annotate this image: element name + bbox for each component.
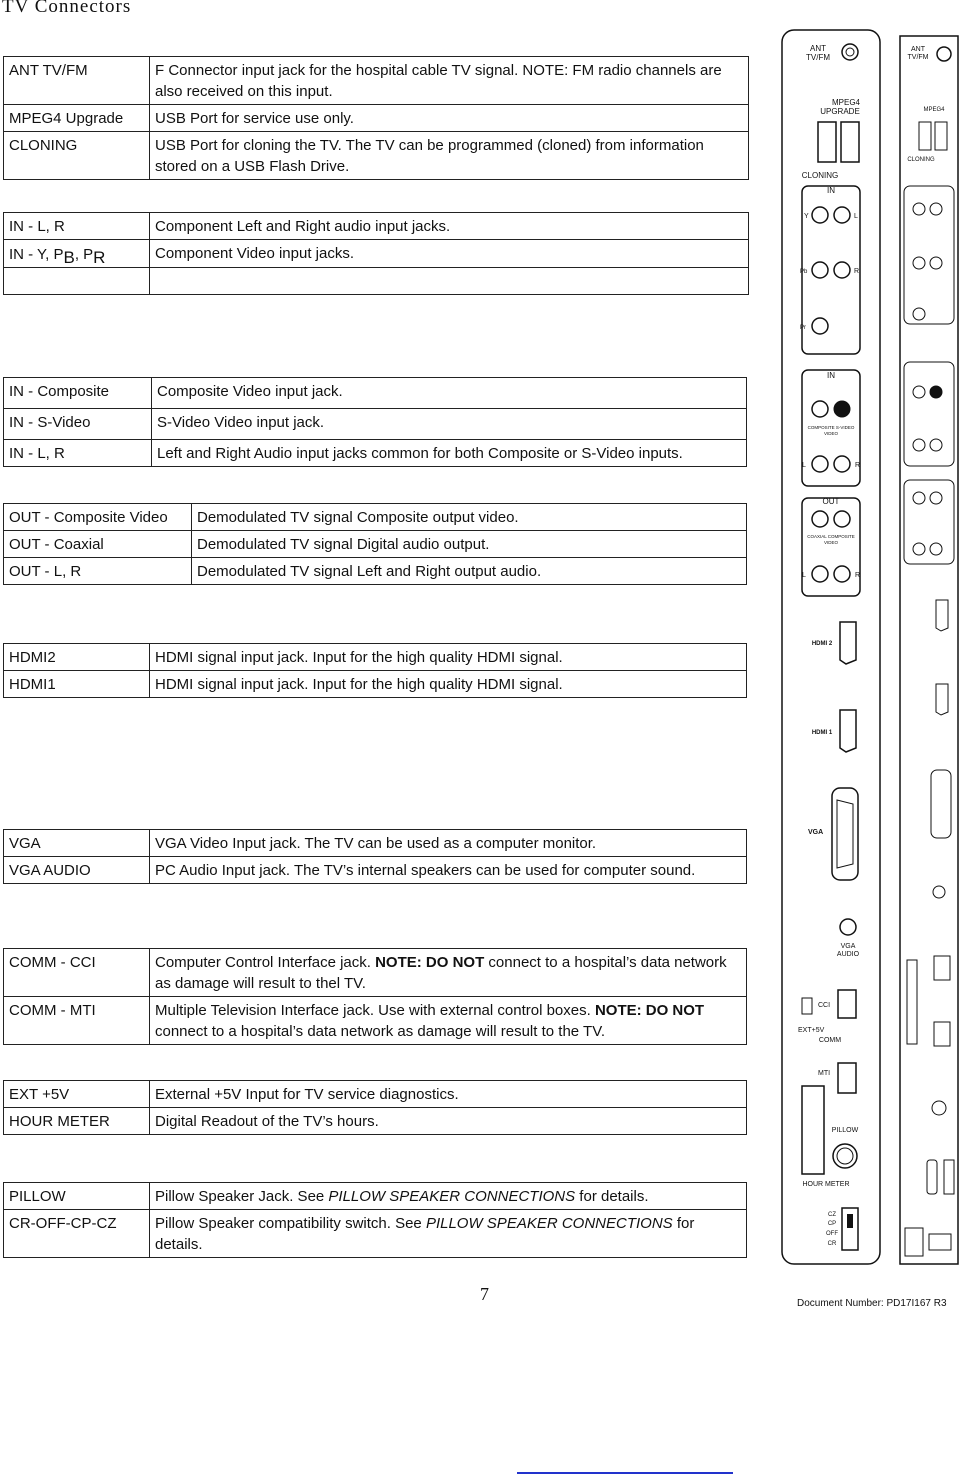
row-description: Demodulated TV signal Composite output video. [192, 504, 747, 531]
rear-ant-connector-icon [937, 47, 951, 61]
row-label: IN - L, R [4, 213, 150, 240]
cz-label: CZ [828, 1212, 836, 1218]
rear-jack-icon [913, 386, 925, 398]
table-row [4, 997, 747, 1045]
row-description: F Connector input jack for the hospital cable TV signal. NOTE: FM radio channels are also received on this input. [150, 57, 749, 105]
row-label: EXT +5V [4, 1081, 150, 1108]
rear-jack-icon [913, 203, 925, 215]
rear-panel-outline [900, 36, 958, 1264]
rear-switch-icon [927, 1160, 937, 1194]
table-outputs [3, 503, 747, 585]
table-row [4, 1108, 747, 1135]
row-label: COMM - CCI [4, 949, 150, 997]
rear-hour-meter-icon [907, 960, 917, 1044]
composite-out-jack-icon [834, 511, 850, 527]
ext5v-port-icon [802, 998, 812, 1014]
table-row [4, 857, 747, 884]
mpeg4-label: MPEG4 [831, 98, 861, 107]
upgrade-label: UPGRADE [820, 107, 860, 116]
row-label: IN - L, R [4, 440, 152, 467]
row-label: VGA [4, 830, 150, 857]
row-description [150, 1183, 747, 1210]
rear-composite-group [904, 362, 954, 466]
row-description: Component Left and Right audio input jacks. [150, 213, 749, 240]
page-number: 7 [480, 1284, 489, 1304]
table-row [4, 1210, 747, 1258]
hdmi1-port-icon [840, 710, 856, 752]
table-composite-inputs [3, 377, 747, 467]
row-label: CR-OFF-CP-CZ [4, 1210, 150, 1258]
row-description [150, 997, 747, 1045]
row-label: IN - S-Video [4, 409, 152, 440]
ant-label: ANT [810, 44, 826, 53]
row-description: Composite Video input jack. [152, 378, 747, 409]
desc-text: connect to a hospital’s data network as damage will result to the TV. [155, 1023, 605, 1040]
table-row [4, 504, 747, 531]
composite-l-jack-icon [812, 456, 828, 472]
composite-r-jack-icon [834, 456, 850, 472]
desc-text: Computer Control Interface jack. [155, 954, 376, 971]
svideo-jack-icon [834, 401, 850, 417]
rear-jack-icon [930, 439, 942, 451]
vga-audio-jack-icon [840, 919, 856, 935]
row-label: IN - Composite [4, 378, 152, 409]
hour-meter-label: HOUR METER [802, 1181, 850, 1188]
table-row [4, 830, 747, 857]
vga-label: VGA [808, 829, 824, 836]
row-label [4, 240, 150, 268]
desc-reference: PILLOW SPEAKER CONNECTIONS [328, 1188, 576, 1205]
table-row [4, 671, 747, 698]
rear-tvfm-label: TV/FM [907, 54, 929, 61]
cci-port-icon [838, 990, 856, 1018]
out-l-label: L [802, 572, 806, 579]
table-comm [3, 948, 747, 1045]
hdmi2-label: HDMI 2 [811, 641, 833, 647]
out-r-label: R [855, 572, 861, 579]
desc-text: for details. [575, 1188, 649, 1205]
rear-usb-icon [935, 122, 947, 150]
label-part: , P [74, 246, 94, 263]
out-l-jack-icon [812, 566, 828, 582]
row-label: OUT - Composite Video [4, 504, 192, 531]
rear-comm-port-icon [934, 1022, 950, 1046]
ant-connector-inner-icon [846, 48, 854, 56]
table-row [4, 105, 749, 132]
row-label: COMM - MTI [4, 997, 150, 1045]
cloning-label: CLONING [801, 171, 839, 180]
output-group [802, 498, 860, 596]
rear-component-group [904, 186, 954, 324]
panel-outline [782, 30, 880, 1264]
row-description: S-Video Video input jack. [152, 409, 747, 440]
rear-mpeg4-label: MPEG4 [923, 107, 945, 113]
mti-label: MTI [818, 1070, 831, 1077]
rear-comm-port-icon [934, 956, 950, 980]
table-component-inputs [3, 212, 749, 295]
table-row [4, 132, 749, 180]
label-part: IN - Y, P [9, 246, 64, 263]
rear-ant-label: ANT [911, 46, 925, 53]
rear-power-label-icon [929, 1234, 951, 1250]
rear-jack-icon [913, 543, 925, 555]
rear-hdmi-icon [936, 684, 948, 715]
pillow-label: PILLOW [831, 1127, 859, 1134]
desc-text: Pillow Speaker Jack. See [155, 1188, 329, 1205]
table-row [4, 268, 749, 295]
out-r-jack-icon [834, 566, 850, 582]
table-vga [3, 829, 747, 884]
coaxial-composite-label: COAXIAL COMPOSITE [807, 534, 855, 539]
vga-port-icon [837, 800, 853, 868]
ant-connector-icon [842, 44, 858, 60]
l-jack-icon [834, 207, 850, 223]
row-description [150, 1210, 747, 1258]
desc-text: Multiple Television Interface jack. Use with external control boxes. [155, 1002, 595, 1019]
row-description: USB Port for cloning the TV. The TV can be programmed (cloned) from information stored on a USB Flash Drive. [150, 132, 749, 180]
row-label: HOUR METER [4, 1108, 150, 1135]
comm-label: COMM [818, 1037, 842, 1044]
cci-label: CCI [818, 1002, 831, 1009]
label-subscript: R [93, 248, 106, 267]
row-label: HDMI2 [4, 644, 150, 671]
rear-jack-icon [930, 203, 942, 215]
table-row [4, 1183, 747, 1210]
row-description: PC Audio Input jack. The TV’s internal speakers can be used for computer sound. [150, 857, 747, 884]
row-description: External +5V Input for TV service diagnostics. [150, 1081, 747, 1108]
off-label: OFF [826, 1231, 838, 1237]
rear-jack-icon [930, 386, 942, 398]
row-description: Demodulated TV signal Left and Right output audio. [192, 558, 747, 585]
cp-label: CP [827, 1221, 837, 1227]
row-label: OUT - L, R [4, 558, 192, 585]
desc-text: Pillow Speaker compatibility switch. See [155, 1215, 426, 1232]
row-description: Component Video input jacks. [150, 240, 749, 268]
table-row [4, 213, 749, 240]
vga-audio-label-1: VGA [840, 943, 856, 950]
rear-jack-icon [913, 492, 925, 504]
row-label: VGA AUDIO [4, 857, 150, 884]
table-ext-hour [3, 1080, 747, 1135]
rear-cloning-label: CLONING [907, 157, 935, 163]
rear-jack-icon [930, 257, 942, 269]
tvfm-label: TV/FM [806, 53, 830, 62]
rear-jack-icon [913, 257, 925, 269]
row-description: Left and Right Audio input jacks common for both Composite or S-Video inputs. [152, 440, 747, 467]
pr-jack-icon [812, 318, 828, 334]
table-row [4, 409, 747, 440]
table-row [4, 558, 747, 585]
table-row [4, 531, 747, 558]
component-group [802, 186, 860, 354]
row-description: Demodulated TV signal Digital audio output. [192, 531, 747, 558]
table-row [4, 240, 749, 268]
pillow-jack-inner-icon [837, 1148, 853, 1164]
hdmi1-label: HDMI 1 [811, 730, 833, 736]
row-description: USB Port for service use only. [150, 105, 749, 132]
row-description: HDMI signal input jack. Input for the high quality HDMI signal. [150, 644, 747, 671]
connector-panel-diagram [778, 28, 962, 1268]
row-description: HDMI signal input jack. Input for the high quality HDMI signal. [150, 671, 747, 698]
row-label: OUT - Coaxial [4, 531, 192, 558]
ext5v-label: EXT+5V [798, 1027, 825, 1034]
coaxial-jack-icon [812, 511, 828, 527]
table-row [4, 57, 749, 105]
switch-slider-icon [847, 1214, 853, 1228]
desc-warning: NOTE: DO NOT [594, 1002, 705, 1019]
row-description: Digital Readout of the TV’s hours. [150, 1108, 747, 1135]
pb-jack-icon [812, 262, 828, 278]
cr-label: CR [827, 1241, 837, 1247]
rear-output-group [904, 480, 954, 564]
rear-pillow-jack-icon [932, 1101, 946, 1115]
table-row [4, 644, 747, 671]
composite-l-label: L [802, 462, 806, 469]
rear-usb-icon [919, 122, 931, 150]
rear-jack-icon [913, 439, 925, 451]
composite-r-label: R [855, 462, 861, 469]
table-pillow [3, 1182, 747, 1258]
y-jack-icon [812, 207, 828, 223]
row-label: CLONING [4, 132, 150, 180]
row-label: PILLOW [4, 1183, 150, 1210]
rear-port-icon [944, 1160, 954, 1194]
mti-port-icon [838, 1063, 856, 1093]
table-hdmi [3, 643, 747, 698]
rear-jack-icon [913, 308, 925, 320]
table-antenna-usb [3, 56, 749, 180]
table-row [4, 378, 747, 409]
video-label: VIDEO [823, 431, 839, 436]
y-label: Y [804, 213, 809, 220]
table-row [4, 949, 747, 997]
row-description [150, 949, 747, 997]
desc-text: for details. [155, 1215, 695, 1253]
composite-svideo-label: COMPOSITE S-VIDEO [807, 425, 855, 430]
rear-power-icon [905, 1228, 923, 1256]
rear-jack-icon [930, 492, 942, 504]
out-label: OUT [822, 497, 840, 506]
page-title: TV Connectors [2, 0, 132, 17]
rear-vga-icon [931, 770, 951, 838]
out-video-label: VIDEO [823, 540, 839, 545]
rear-hdmi-icon [936, 600, 948, 631]
label-subscript: B [63, 248, 75, 267]
desc-text: connect to a hospital’s data network as damage will result to thel TV. [155, 954, 727, 992]
composite-jack-icon [812, 401, 828, 417]
cloning-usb-icon [818, 122, 836, 162]
component-in-label: IN [827, 186, 835, 195]
table-row [4, 1081, 747, 1108]
r-label: R [854, 268, 860, 275]
row-description [150, 268, 749, 295]
hour-meter-display-icon [802, 1086, 824, 1174]
rear-vga-audio-jack-icon [933, 886, 945, 898]
l-label: L [854, 213, 858, 220]
hdmi2-port-icon [840, 622, 856, 664]
upgrade-usb-icon [841, 122, 859, 162]
composite-in-label: IN [827, 371, 835, 380]
footer-link-underline[interactable] [517, 1472, 733, 1474]
document-number: Document Number: PD17I167 R3 [797, 1298, 947, 1309]
row-label: ANT TV/FM [4, 57, 150, 105]
row-label: HDMI1 [4, 671, 150, 698]
row-description: VGA Video Input jack. The TV can be used as a computer monitor. [150, 830, 747, 857]
table-row [4, 440, 747, 467]
pr-label: Pr [800, 325, 806, 331]
row-label [4, 268, 150, 295]
pb-label: Pb [800, 269, 808, 275]
r-jack-icon [834, 262, 850, 278]
desc-reference: PILLOW SPEAKER CONNECTIONS [425, 1215, 673, 1232]
rear-jack-icon [930, 543, 942, 555]
vga-audio-label-2: AUDIO [836, 951, 860, 958]
row-label: MPEG4 Upgrade [4, 105, 150, 132]
desc-warning: NOTE: DO NOT [375, 954, 485, 971]
